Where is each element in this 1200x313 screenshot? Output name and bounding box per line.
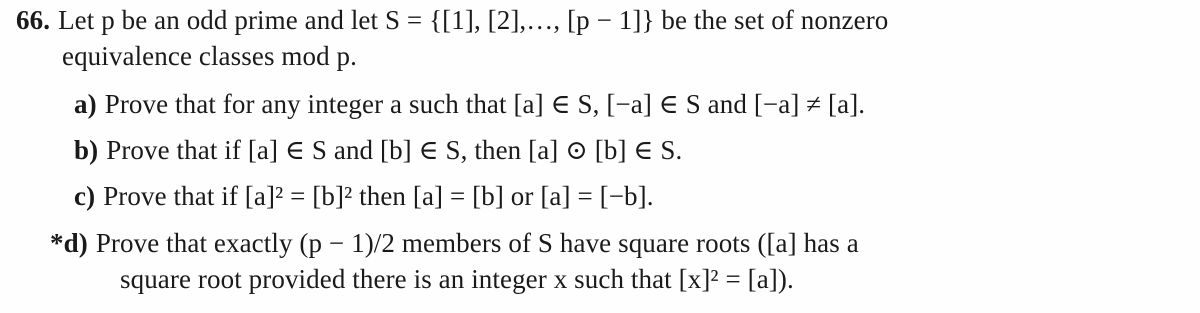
problem-intro-line-2: [62, 40, 357, 72]
part-a-text: Prove that for any integer a such that [a] ∈ S, [−a] ∈ S and [−a] ≠ [a].: [104, 89, 866, 119]
part-d-text-line-1: Prove that exactly (p − 1)/2 members of S have square roots ([a] has a: [95, 228, 859, 258]
problem-number: 66.: [16, 5, 51, 35]
part-c-text: Prove that if [a]² = [b]² then [a] = [b] or [a] = [−b].: [103, 181, 654, 211]
part-c-label: c): [74, 181, 96, 211]
problem-intro-line-1: [16, 4, 888, 36]
part-a-label: a): [74, 89, 97, 119]
part-d-text-line-2: square root provided there is an integer x such that [x]² = [a]).: [120, 264, 794, 294]
part-b-text: Prove that if [a] ∈ S and [b] ∈ S, then [a] ⊙ [b] ∈ S.: [106, 135, 683, 165]
problem-intro-text-1: Let p be an odd prime and let S = {[1], [2],…, [p − 1]} be the set of nonzero: [58, 5, 889, 35]
problem-intro-text-2: equivalence classes mod p.: [62, 41, 357, 71]
part-a: [74, 88, 865, 120]
part-b: [74, 134, 682, 166]
part-b-label: b): [74, 135, 99, 165]
part-d-continuation: [120, 263, 794, 295]
part-d: [50, 227, 859, 259]
part-d-label: *d): [50, 228, 88, 258]
part-c: [74, 180, 654, 212]
